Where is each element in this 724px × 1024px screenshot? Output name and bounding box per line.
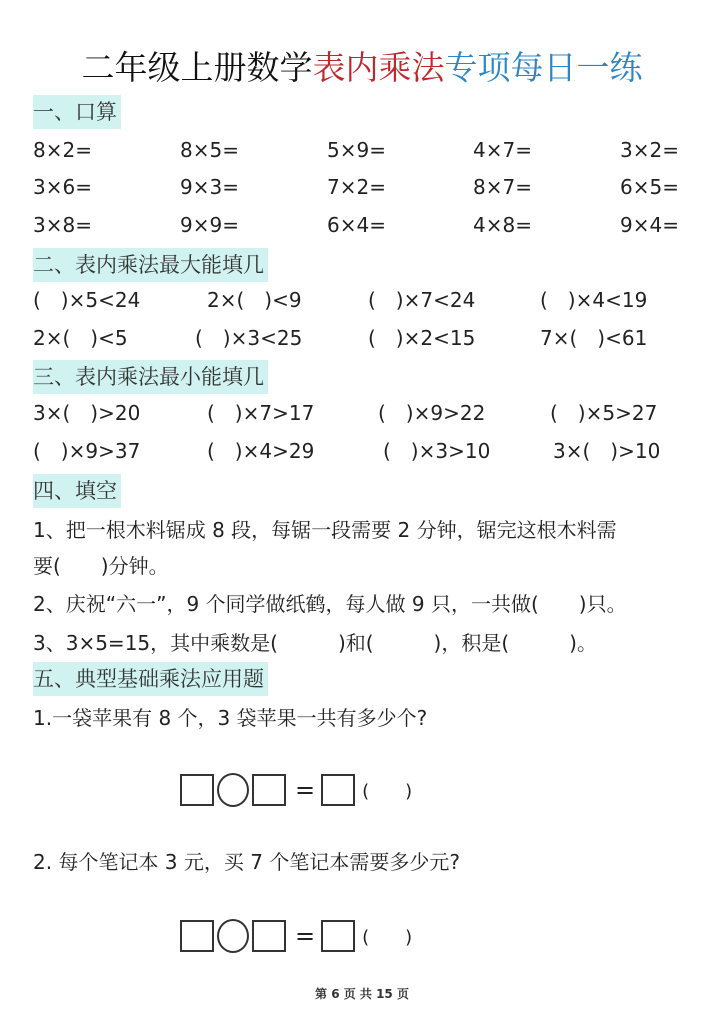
problem: 3×2= [620, 138, 679, 162]
problem: 3×6= [33, 175, 92, 199]
problem-row [0, 436, 724, 466]
problem-row [0, 323, 724, 353]
answer-box[interactable] [180, 920, 214, 952]
fill-question: 要( )分钟。 [33, 554, 169, 578]
operator-circle[interactable] [217, 773, 249, 807]
problem: 8×5= [180, 138, 239, 162]
answer-box[interactable] [321, 774, 355, 806]
problem-row [0, 398, 724, 428]
problem: ( )×4>29 [207, 439, 315, 463]
unit-blank[interactable]: ( ) [362, 781, 413, 802]
problem: 8×7= [473, 175, 532, 199]
page-title [0, 42, 724, 89]
problem: 3×( )>10 [553, 439, 661, 463]
problem: 6×4= [327, 213, 386, 237]
problem: ( )×4<19 [540, 288, 648, 312]
equals-sign: = [295, 922, 316, 950]
section-heading: 一、口算 [33, 95, 121, 129]
problem-row [0, 135, 724, 165]
problem: 9×3= [180, 175, 239, 199]
problem: ( )×2<15 [368, 326, 476, 350]
title-part-1: 二年级上册数学 [81, 48, 313, 87]
problem: 4×8= [473, 213, 532, 237]
problem: 8×2= [33, 138, 92, 162]
problem: 3×8= [33, 213, 92, 237]
answer-box[interactable] [180, 774, 214, 806]
problem: 6×5= [620, 175, 679, 199]
problem: ( )×3<25 [195, 326, 303, 350]
problem-row [0, 172, 724, 202]
problem: 9×4= [620, 213, 679, 237]
problem: 3×( )>20 [33, 401, 141, 425]
fill-question: 1、把一根木料锯成 8 段，每锯一段需要 2 分钟，锯完这根木料需 [33, 518, 617, 542]
section-heading: 三、表内乘法最小能填几 [33, 360, 268, 394]
problem: 5×9= [327, 138, 386, 162]
problem-row [0, 210, 724, 240]
problem: 7×2= [327, 175, 386, 199]
problem: 2×( )<5 [33, 326, 128, 350]
operator-circle[interactable] [217, 919, 249, 953]
answer-box[interactable] [252, 920, 286, 952]
fill-question: 3、3×5=15，其中乘数是( )和( )，积是( )。 [33, 631, 597, 655]
word-problem: 2. 每个笔记本 3 元，买 7 个笔记本需要多少元? [33, 850, 460, 874]
problem: ( )×3>10 [383, 439, 491, 463]
answer-box[interactable] [321, 920, 355, 952]
problem: 2×( )<9 [207, 288, 302, 312]
equals-sign: = [295, 776, 316, 804]
unit-blank[interactable]: ( ) [362, 927, 413, 948]
title-part-2: 表内乘法 [312, 48, 445, 87]
answer-box[interactable] [252, 774, 286, 806]
problem: ( )×7<24 [368, 288, 476, 312]
problem: ( )×7>17 [207, 401, 315, 425]
section-heading: 五、典型基础乘法应用题 [33, 662, 268, 696]
problem: ( )×5<24 [33, 288, 141, 312]
page-footer: 第 6 页 共 15 页 [315, 987, 409, 1001]
problem-row [0, 285, 724, 315]
section-heading: 四、填空 [33, 474, 121, 508]
word-problem: 1.一袋苹果有 8 个，3 袋苹果一共有多少个? [33, 706, 428, 730]
problem: ( )×5>27 [550, 401, 658, 425]
fill-question: 2、庆祝“六一”，9 个同学做纸鹤，每人做 9 只，一共做( )只。 [33, 592, 627, 616]
problem: 7×( )<61 [540, 326, 648, 350]
problem: 9×9= [180, 213, 239, 237]
problem: 4×7= [473, 138, 532, 162]
problem: ( )×9>37 [33, 439, 141, 463]
title-part-3: 专项每日一练 [444, 48, 643, 87]
problem: ( )×9>22 [378, 401, 486, 425]
answer-equation [180, 772, 412, 808]
section-heading: 二、表内乘法最大能填几 [33, 248, 268, 282]
answer-equation [180, 918, 412, 954]
